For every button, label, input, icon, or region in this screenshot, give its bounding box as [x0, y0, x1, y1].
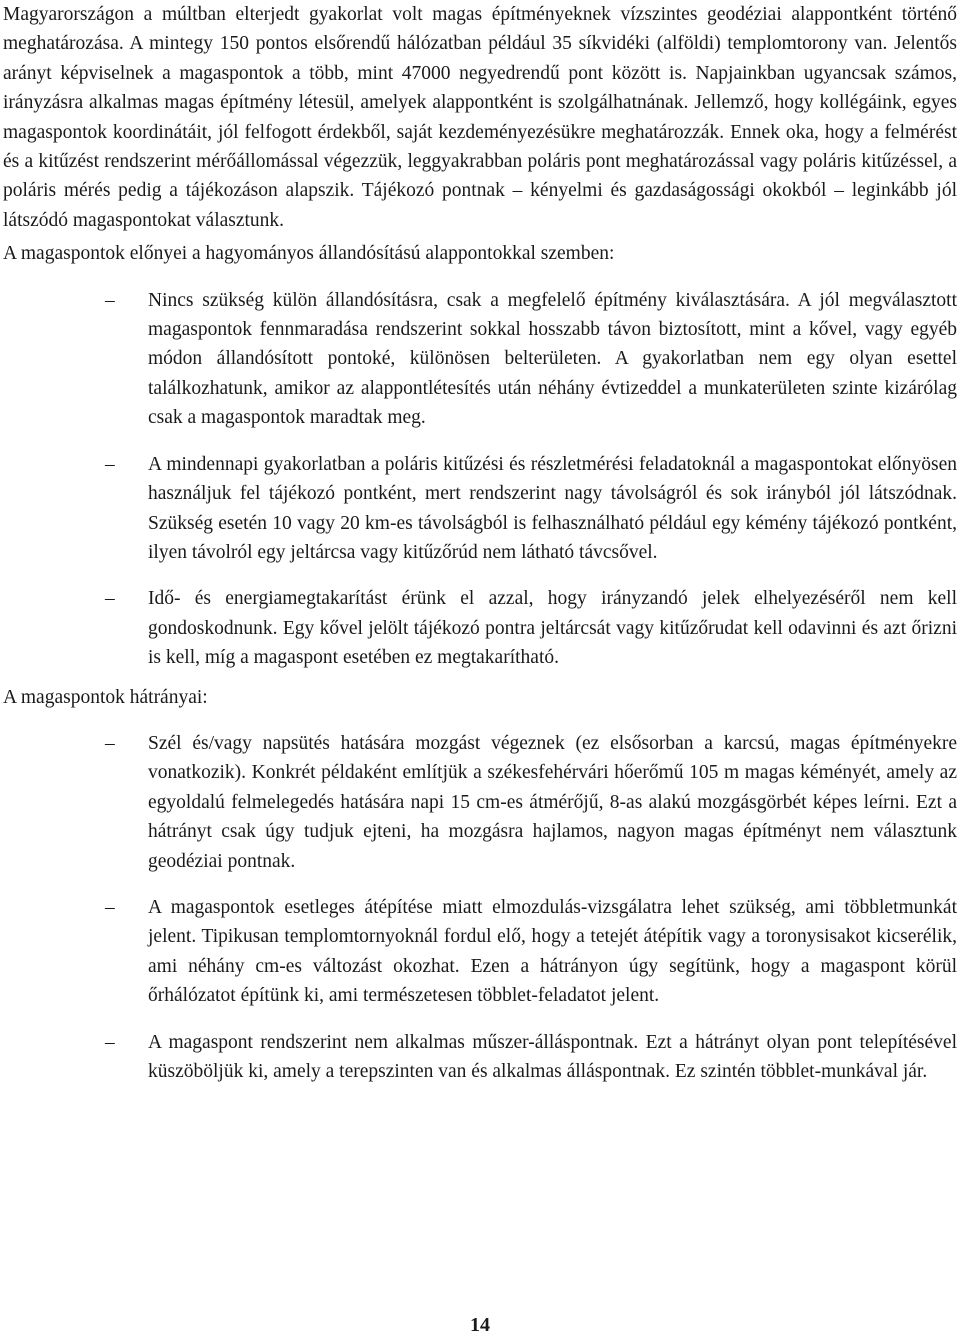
- list-item: [3, 450, 957, 568]
- dash-bullet: –: [105, 453, 115, 475]
- list-item-text: Nincs szükség külön állandósításra, csak a megfelelő építmény kiválasztására. A jól megválasztott magaspontok fennmaradása rendszerint sokkal hosszabb távon biztosított, mint a kővel, vagy egyéb módon állandósított pontoké, különösen belterületen. A gyakorlatban nem egy olyan esettel találkozhatunk, amikor az alappontlétesítés után néhány évtizeddel a munkaterületen szinte kizárólag csak a magaspontok maradtak meg.: [148, 289, 957, 429]
- pros-lead: A magaspontok előnyei a hagyományos állandósítású alappontokkal szemben:: [3, 243, 615, 265]
- cons-lead: A magaspontok hátrányai:: [3, 686, 208, 708]
- list-item-text: Idő- és energiamegtakarítást érünk el azzal, hogy irányzandó jelek elhelyezéséről nem kell gondoskodnunk. Egy kővel jelölt tájékozó pontra jeltárcsát vagy kitűzőrudat kell odavinni és azt őrizni is kell, míg a magaspont esetében ez megtakarítható.: [148, 588, 957, 669]
- cons-list: [3, 729, 957, 1086]
- list-item: [3, 584, 957, 672]
- list-item: [3, 893, 957, 1011]
- dash-bullet: –: [105, 289, 115, 311]
- list-item-text: Szél és/vagy napsütés hatására mozgást végeznek (ez elsősorban a karcsú, magas építményekre vonatkozik). Konkrét példaként említjük a székesfehérvári hőerőmű 105 m magas kéményét, amely az egyoldalú felmelegedés hatására napi 15 cm-es átmérőjű, 8-as alakú mozgásgörbét képes leírni. Ezt a hátrányt csak úgy tudjuk ejteni, ha mozgásra hajlamos, nagyon magas építményt nem választunk geodéziai pontnak.: [148, 732, 957, 872]
- list-item: [3, 1028, 957, 1087]
- dash-bullet: –: [105, 588, 115, 610]
- list-item-text: A mindennapi gyakorlatban a poláris kitűzési és részletmérési feladatoknál a magaspontokat előnyösen használjuk fel tájékozó pontként, mert rendszerint nagy távolságról és sok irányból jól látszódnak. Szükség esetén 10 vagy 20 km-es távolságból is felhasználható például egy kémény tájékozó pontként, ilyen távolról egy jeltárcsa vagy kitűzőrúd nem látható távcsővel.: [148, 453, 957, 563]
- pros-list: [3, 286, 957, 673]
- list-item: [3, 286, 957, 433]
- dash-bullet: –: [105, 1031, 115, 1053]
- intro-paragraph: Magyarországon a múltban elterjedt gyakorlat volt magas építményeknek vízszintes geodéziai alappontként történő meghatározása. A mintegy 150 pontos elsőrendű hálózatban például 35 síkvidéki (alföldi) templomtorony van. Jelentős arányt képviselnek a magaspontok a több, mint 47000 negyedrendű pont között is. Napjainkban ugyancsak számos, irányzásra alkalmas magas építmény létesül, amelyek alappontként is szolgálhatnának. Jellemző, hogy kollégáink, egyes magaspontok koordinátáit, jól felfogott érdekből, saját kezdeményezésükre meghatározzák. Ennek oka, hogy a felmérést és a kitűzést rendszerint mérőállomással végezzük, leggyakrabban poláris pont meghatározással vagy poláris kitűzéssel, a poláris mérés pedig a tájékozáson alapszik. Tájékozó pontnak – kényelmi és gazdaságossági okokból – leginkább jól látszódó magaspontokat választunk.: [3, 4, 957, 231]
- page-number: 14: [470, 1314, 490, 1336]
- list-item-text: A magaspont rendszerint nem alkalmas műszer-álláspontnak. Ezt a hátrányt olyan pont telepítésével küszöböljük ki, amely a terepszinten van és alkalmas álláspontnak. Ez szintén többlet-munkával jár.: [148, 1031, 957, 1082]
- list-item-text: A magaspontok esetleges átépítése miatt elmozdulás-vizsgálatra lehet szükség, ami többletmunkát jelent. Tipikusan templomtornyoknál fordul elő, hogy a tetejét átépítik vagy a toronysisakot kicserélik, ami néhány cm-es változást okozhat. Ezen a hátrányon úgy segítünk, hogy a magaspont körül őrhálózatot építünk ki, ami természetesen többlet-feladatot jelent.: [148, 896, 957, 1007]
- list-item: [3, 729, 957, 876]
- dash-bullet: –: [105, 896, 115, 918]
- dash-bullet: –: [105, 732, 115, 754]
- document-page: [3, 0, 957, 1086]
